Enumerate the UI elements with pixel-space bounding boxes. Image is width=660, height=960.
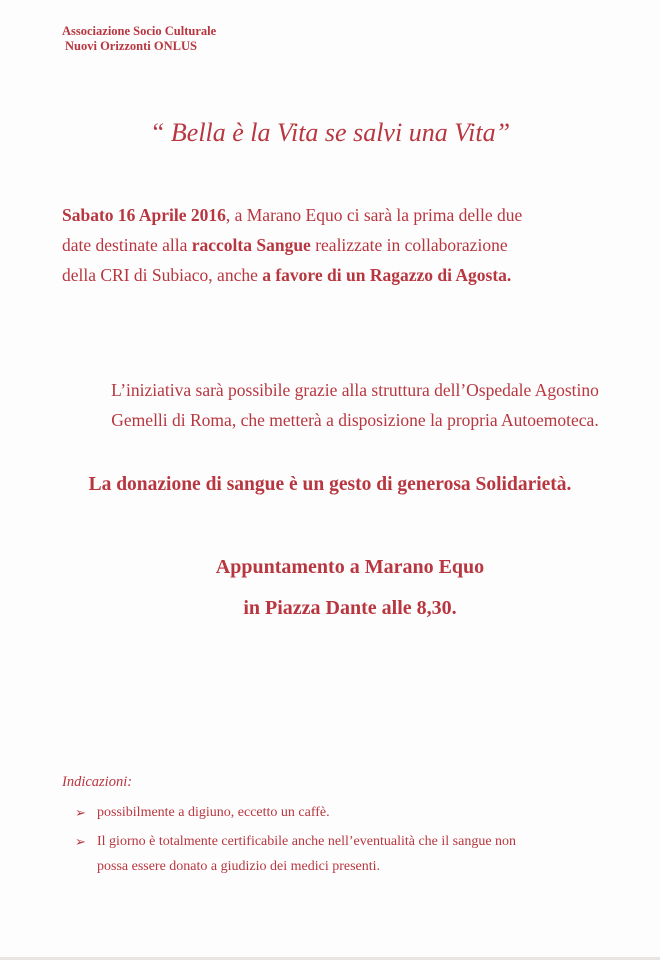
initiative-line1: L’iniziativa sarà possibile grazie alla struttura dell’Ospedale Agostino [111, 380, 599, 400]
intro-text-3: realizzate in collaborazione [310, 235, 508, 255]
initiative-line2: Gemelli di Roma, che metterà a disposizione la propria Autoemoteca. [111, 410, 599, 430]
flyer-title: “ Bella è la Vita se salvi una Vita” [149, 118, 511, 147]
intro-text-4: della CRI di Subiaco, anche [62, 265, 263, 285]
organization-header [62, 24, 216, 54]
org-name-line1: Associazione Socio Culturale [62, 24, 217, 38]
indication-text: possibilmente a digiuno, eccetto un caffè. [97, 805, 330, 820]
appointment-line1: Appuntamento a Marano Equo [215, 556, 485, 578]
indications-list [75, 800, 615, 883]
org-name-line2: Nuovi Orizzonti ONLUS [65, 39, 197, 53]
list-item [75, 800, 615, 825]
event-date: Sabato 16 Aprile 2016 [62, 205, 226, 225]
beneficiary-highlight: a favore di un Ragazzo di Agosta. [262, 265, 512, 285]
indications-title: Indicazioni: [62, 774, 133, 790]
intro-text-2: date destinate alla [62, 235, 192, 255]
indication-text: Il giorno è totalmente certificabile anche nell’eventualità che il sangue non [97, 834, 517, 849]
arrow-bullet-icon: ➢ [75, 805, 86, 820]
blood-collection-highlight: raccolta Sangue [191, 235, 311, 255]
intro-paragraph [62, 200, 622, 290]
arrow-bullet-icon: ➢ [75, 834, 86, 849]
initiative-paragraph [75, 375, 635, 435]
intro-text-1: , a Marano Equo ci sarà la prima delle due [225, 205, 523, 225]
indication-text-continued: possa essere donato a giudizio dei medici presenti. [97, 859, 381, 874]
solidarity-statement: La donazione di sangue è un gesto di generosa Solidarietà. [88, 474, 572, 495]
list-item [75, 829, 615, 879]
appointment-line2: in Piazza Dante alle 8,30. [243, 597, 457, 619]
